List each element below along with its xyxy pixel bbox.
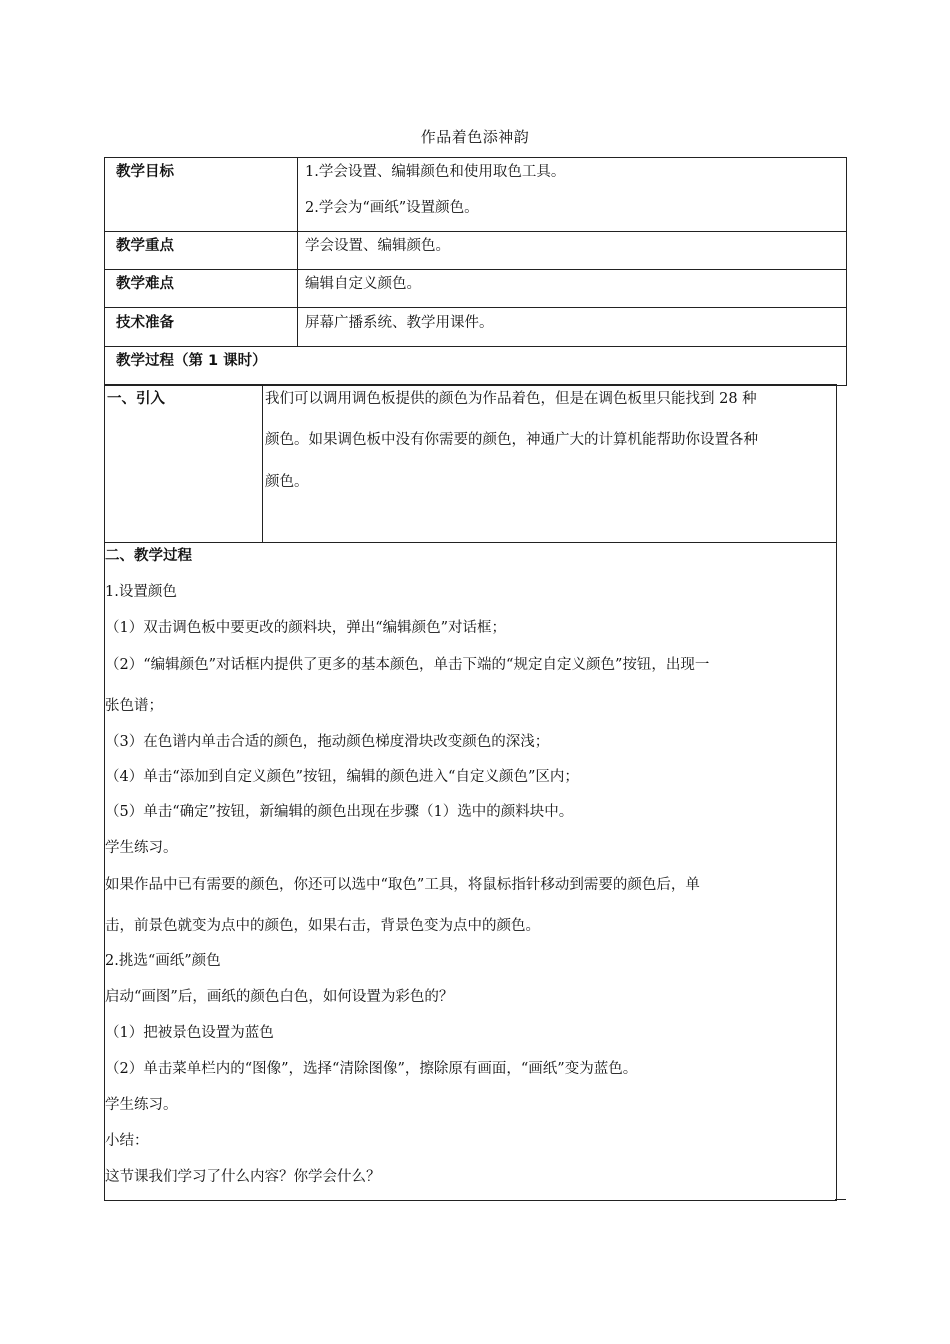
objective-line-1: 1.学会设置、编辑颜色和使用取色工具。 xyxy=(305,164,566,180)
intro-line-3: 颜色。 xyxy=(265,474,309,490)
section2-line: 小结： xyxy=(105,1133,149,1149)
section2-line: （2）单击菜单栏内的“图像”，选择“清除图像”，擦除原有画面，“画纸”变为蓝色。 xyxy=(105,1061,638,1077)
row-label-key-points: 教学重点 xyxy=(116,238,174,254)
intro-label: 一、引入 xyxy=(107,391,165,407)
key-points-text: 学会设置、编辑颜色。 xyxy=(305,238,450,254)
section2-line: （3）在色谱内单击合适的颜色，拖动颜色梯度滑块改变颜色的深浅； xyxy=(105,734,550,750)
section2-line: 学生练习。 xyxy=(105,840,178,856)
intro-line-2: 颜色。如果调色板中没有你需要的颜色，神通广大的计算机能帮助你设置各种 xyxy=(265,432,758,448)
section2-line: （1）双击调色板中要更改的颜料块，弹出“编辑颜色”对话框； xyxy=(105,620,507,636)
process-section xyxy=(104,542,837,1201)
section2-line: 击，前景色就变为点中的颜色，如果右击，背景色变为点中的颜色。 xyxy=(105,918,540,934)
section2-line: （5）单击“确定”按钮，新编辑的颜色出现在步骤（1）选中的颜料块中。 xyxy=(105,804,574,820)
difficulties-text: 编辑自定义颜色。 xyxy=(305,276,421,292)
document-title: 作品着色添神韵 xyxy=(420,128,530,146)
section2-line: 这节课我们学习了什么内容？你学会什么？ xyxy=(105,1169,381,1185)
section2-label: 二、教学过程 xyxy=(105,548,192,564)
section2-line: （4）单击“添加到自定义颜色”按钮，编辑的颜色进入“自定义颜色”区内； xyxy=(105,769,579,785)
section2-line: 张色谱； xyxy=(105,698,163,714)
section-end-tick xyxy=(835,1199,846,1200)
row-divider xyxy=(104,346,846,347)
section2-line: 如果作品中已有需要的颜色，你还可以选中“取色”工具，将鼠标指针移动到需要的颜色后，单 xyxy=(105,877,700,893)
row-label-objectives: 教学目标 xyxy=(116,164,174,180)
section2-line: （2）“编辑颜色”对话框内提供了更多的基本颜色，单击下端的“规定自定义颜色”按钮，出现一 xyxy=(105,657,710,673)
section2-line: （1）把被景色设置为蓝色 xyxy=(105,1025,274,1041)
objective-line-2: 2.学会为“画纸”设置颜色。 xyxy=(305,200,479,216)
intro-line-1: 我们可以调用调色板提供的颜色为作品着色，但是在调色板里只能找到 28 种 xyxy=(265,391,757,407)
row-divider xyxy=(104,231,846,232)
section2-line: 2.挑选“画纸”颜色 xyxy=(105,953,221,969)
process-header: 教学过程（第 1 课时） xyxy=(116,353,267,369)
section2-line: 启动“画图”后，画纸的颜色白色，如何设置为彩色的？ xyxy=(105,989,454,1005)
row-label-tech-prep: 技术准备 xyxy=(116,315,174,331)
row-divider xyxy=(104,307,846,308)
top-table-column-divider xyxy=(297,157,298,346)
tech-prep-text: 屏幕广播系统、教学用课件。 xyxy=(305,315,494,331)
row-divider xyxy=(104,269,846,270)
intro-column-divider xyxy=(262,384,263,542)
section2-line: 1.设置颜色 xyxy=(105,584,177,600)
row-label-difficulties: 教学难点 xyxy=(116,276,174,292)
section2-line: 学生练习。 xyxy=(105,1097,178,1113)
